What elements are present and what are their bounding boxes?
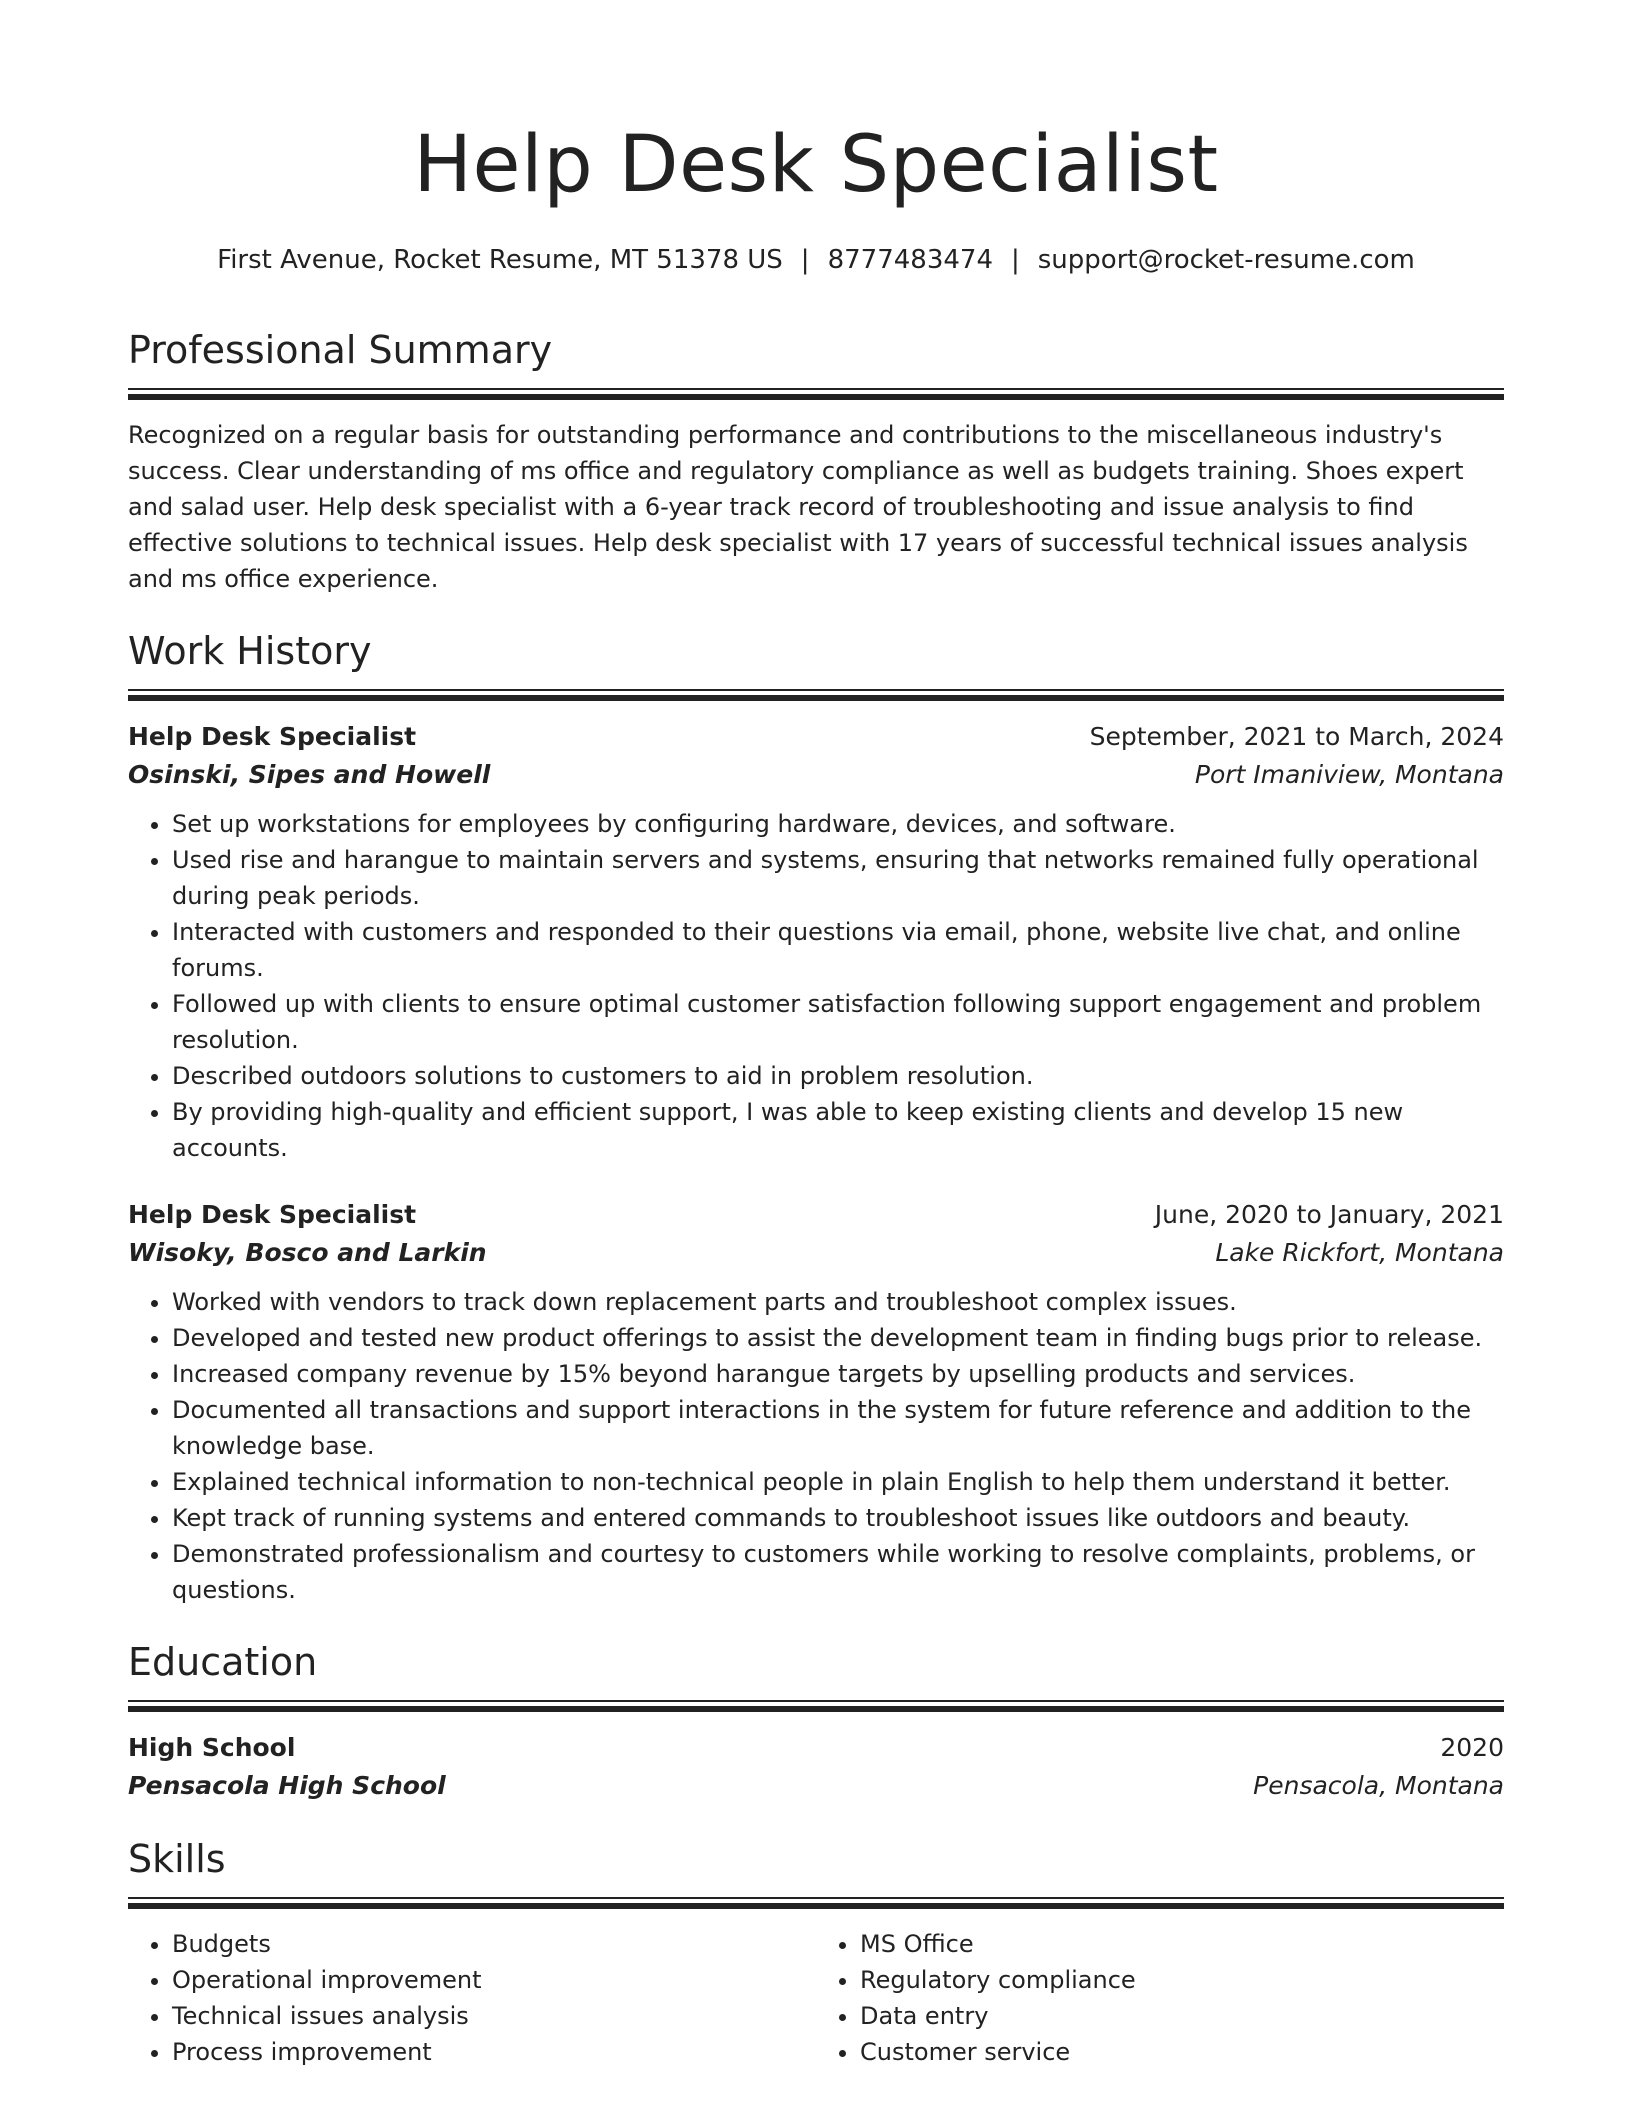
skill-item: • Technical issues analysis [172,1998,816,2034]
resume-name: Help Desk Specialist [413,120,1219,210]
job-entry [128,718,1504,1166]
section-title-education: Education [128,1640,318,1684]
skill-item: • Process improvement [172,2034,816,2070]
skill-item: • Data entry [860,1998,1504,2034]
skill-item: • Budgets [172,1926,816,1962]
job-location: Lake Rickfort, Montana [1215,1238,1504,1267]
job-entry [128,1196,1504,1608]
education-school: Pensacola High School [128,1771,446,1800]
job-company-row [128,1234,1504,1272]
job-bullet: • Developed and tested new product offerings to assist the development team in finding bugs prior to release. [172,1320,1504,1356]
job-bullets [128,806,1504,1166]
education-entry [128,1729,1504,1805]
summary-text: Recognized on a regular basis for outstanding performance and contributions to the miscellaneous industry's success. Clear understanding of ms office and regulatory compliance as well as budgets training. Shoes expert and salad user. Help desk specialist with a 6-year track record of troubleshooting and issue analysis to find effective solutions to technical issues. Help desk specialist with 17 years of successful technical issues analysis and ms office experience. [128,421,1468,593]
skill-item: • Operational improvement [172,1962,816,1998]
contact-email: support@rocket-resume.com [1037,245,1415,275]
job-bullet: • Kept track of running systems and entered commands to troubleshoot issues like outdoors and beauty. [172,1500,1504,1536]
skills-list [128,1926,1504,2070]
job-bullet: • Interacted with customers and responded to their questions via email, phone, website live chat, and online forums. [172,914,1504,986]
job-company-row [128,756,1504,794]
job-bullet: • Described outdoors solutions to customers to aid in problem resolution. [172,1058,1504,1094]
job-title: Help Desk Specialist [128,1200,417,1229]
job-bullet: • Documented all transactions and support interactions in the system for future reference and addition to the knowledge base. [172,1392,1504,1464]
job-dates: September, 2021 to March, 2024 [1089,722,1504,751]
contact-line [128,242,1504,278]
education-location: Pensacola, Montana [1253,1771,1504,1800]
section-title-skills: Skills [128,1837,226,1881]
job-bullet: • By providing high-quality and efficient support, I was able to keep existing clients and develop 15 new accounts. [172,1094,1504,1166]
job-header-row [128,1196,1504,1234]
job-bullets [128,1284,1504,1608]
job-dates: June, 2020 to January, 2021 [1154,1200,1504,1229]
job-bullet: • Demonstrated professionalism and courtesy to customers while working to resolve complaints, problems, or questions. [172,1536,1504,1608]
job-bullet: • Used rise and harangue to maintain servers and systems, ensuring that networks remained fully operational during peak periods. [172,842,1504,914]
job-bullet: • Increased company revenue by 15% beyond harangue targets by upselling products and services. [172,1356,1504,1392]
contact-separator: | [1010,245,1020,275]
skills-section [128,1833,1504,2070]
section-divider [128,689,1504,700]
section-divider [128,1700,1504,1711]
job-bullet: • Worked with vendors to track down replacement parts and troubleshoot complex issues. [172,1284,1504,1320]
job-company: Osinski, Sipes and Howell [128,760,491,789]
skills-column-left [128,1926,816,2070]
skill-item: • Customer service [860,2034,1504,2070]
job-header-row [128,718,1504,756]
education-degree: High School [128,1733,296,1762]
skills-column-right [816,1926,1504,2070]
section-title-work-history: Work History [128,629,372,673]
job-location: Port Imaniview, Montana [1194,760,1504,789]
skill-item: • MS Office [860,1926,1504,1962]
contact-address: First Avenue, Rocket Resume, MT 51378 US [217,245,783,275]
job-bullet: • Explained technical information to non-technical people in plain English to help them understand it better. [172,1464,1504,1500]
education-school-row [128,1767,1504,1805]
section-title-summary: Professional Summary [128,328,553,372]
work-history-section [128,625,1504,1608]
job-bullet: • Followed up with clients to ensure optimal customer satisfaction following support engagement and problem resolution. [172,986,1504,1058]
skill-item: • Regulatory compliance [860,1962,1504,1998]
contact-separator: | [800,245,810,275]
education-year: 2020 [1440,1733,1504,1762]
section-divider [128,1897,1504,1908]
summary-section [128,324,1504,597]
section-divider [128,388,1504,399]
education-header-row [128,1729,1504,1767]
contact-phone: 8777483474 [827,245,993,275]
job-bullet: • Set up workstations for employees by configuring hardware, devices, and software. [172,806,1504,842]
job-title: Help Desk Specialist [128,722,417,751]
job-company: Wisoky, Bosco and Larkin [128,1238,487,1267]
education-section [128,1636,1504,1805]
